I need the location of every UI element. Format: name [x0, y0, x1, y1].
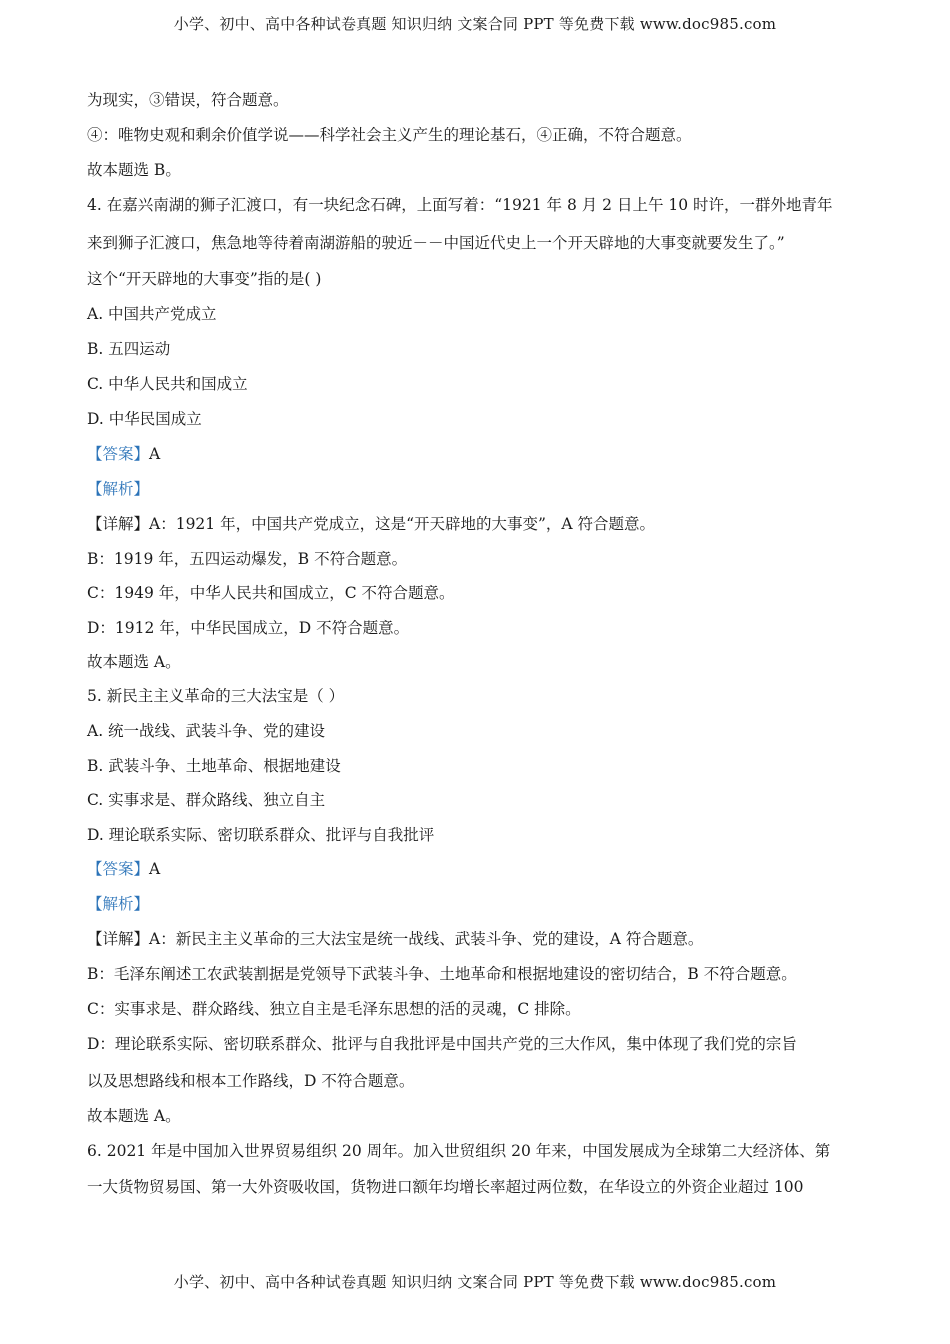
question-4-stem: 来到狮子汇渡口，焦急地等待着南湖游船的驶近－－中国近代史上一个开天辟地的大事变就要发生了。” — [87, 234, 785, 252]
option-a: A. 统一战线、武装斗争、党的建设 — [87, 722, 326, 740]
analysis-line — [87, 893, 149, 915]
answer-tag: 【答案】 — [87, 445, 150, 463]
detail-tag: 【详解】 — [87, 515, 150, 533]
text-line: B：毛泽东阐述工农武装割据是党领导下武装斗争、土地革命和根据地建设的密切结合，B 不符合题意。 — [87, 965, 797, 983]
text-line: C：实事求是、群众路线、独立自主是毛泽东思想的活的灵魂，C 排除。 — [87, 1000, 581, 1018]
option-c: C. 实事求是、群众路线、独立自主 — [87, 791, 326, 809]
analysis-tag: 【解析】 — [87, 895, 150, 913]
answer-value: A — [149, 445, 161, 463]
text-line: D：理论联系实际、密切联系群众、批评与自我批评是中国共产党的三大作风，集中体现了我们党的宗旨 — [87, 1035, 797, 1053]
option-a: A. 中国共产党成立 — [87, 305, 217, 323]
detail-tag: 【详解】 — [87, 930, 150, 948]
answer-line — [87, 443, 160, 465]
text-line: 以及思想路线和根本工作路线，D 不符合题意。 — [87, 1072, 415, 1090]
question-6-stem: 一大货物贸易国、第一大外资吸收国，货物进口额年均增长率超过两位数，在华设立的外资企业超过 100 — [87, 1178, 804, 1196]
analysis-tag: 【解析】 — [87, 480, 150, 498]
option-d: D. 中华民国成立 — [87, 410, 202, 428]
question-5-stem: 5. 新民主主义革命的三大法宝是（ ） — [87, 687, 345, 705]
option-d: D. 理论联系实际、密切联系群众、批评与自我批评 — [87, 826, 435, 844]
text-line: B：1919 年，五四运动爆发，B 不符合题意。 — [87, 550, 408, 568]
question-6-stem: 6. 2021 年是中国加入世界贸易组织 20 周年。加入世贸组织 20 年来，中国发展成为全球第二大经济体、第 — [87, 1142, 831, 1160]
text-line: C：1949 年，中华人民共和国成立，C 不符合题意。 — [87, 584, 455, 602]
detail-text: A：新民主主义革命的三大法宝是统一战线、武装斗争、党的建设，A 符合题意。 — [149, 930, 704, 948]
text-line: 为现实，③错误，符合题意。 — [87, 91, 289, 109]
option-c: C. 中华人民共和国成立 — [87, 375, 248, 393]
text-line: D：1912 年，中华民国成立，D 不符合题意。 — [87, 619, 410, 637]
answer-tag: 【答案】 — [87, 860, 150, 878]
detail-line — [87, 513, 655, 535]
text-line: 故本题选 A。 — [87, 653, 181, 671]
detail-line — [87, 928, 703, 950]
detail-text: A：1921 年，中国共产党成立，这是“开天辟地的大事变”，A 符合题意。 — [149, 515, 656, 533]
text-line: ④：唯物史观和剩余价值学说——科学社会主义产生的理论基石，④正确，不符合题意。 — [87, 126, 692, 144]
question-4-stem: 这个“开天辟地的大事变”指的是( ) — [87, 270, 322, 288]
page-header: 小学、初中、高中各种试卷真题 知识归纳 文案合同 PPT 等免费下载 www.doc985.com — [173, 15, 777, 33]
answer-value: A — [149, 860, 161, 878]
option-b: B. 五四运动 — [87, 340, 171, 358]
option-b: B. 武装斗争、土地革命、根据地建设 — [87, 757, 341, 775]
question-4-stem: 4. 在嘉兴南湖的狮子汇渡口，有一块纪念石碑，上面写着：“1921 年 8 月 2 日上午 10 时许，一群外地青年 — [87, 196, 833, 214]
answer-line — [87, 858, 160, 880]
text-line: 故本题选 A。 — [87, 1107, 181, 1125]
analysis-line — [87, 478, 149, 500]
page-footer: 小学、初中、高中各种试卷真题 知识归纳 文案合同 PPT 等免费下载 www.doc985.com — [173, 1273, 777, 1291]
text-line: 故本题选 B。 — [87, 161, 181, 179]
